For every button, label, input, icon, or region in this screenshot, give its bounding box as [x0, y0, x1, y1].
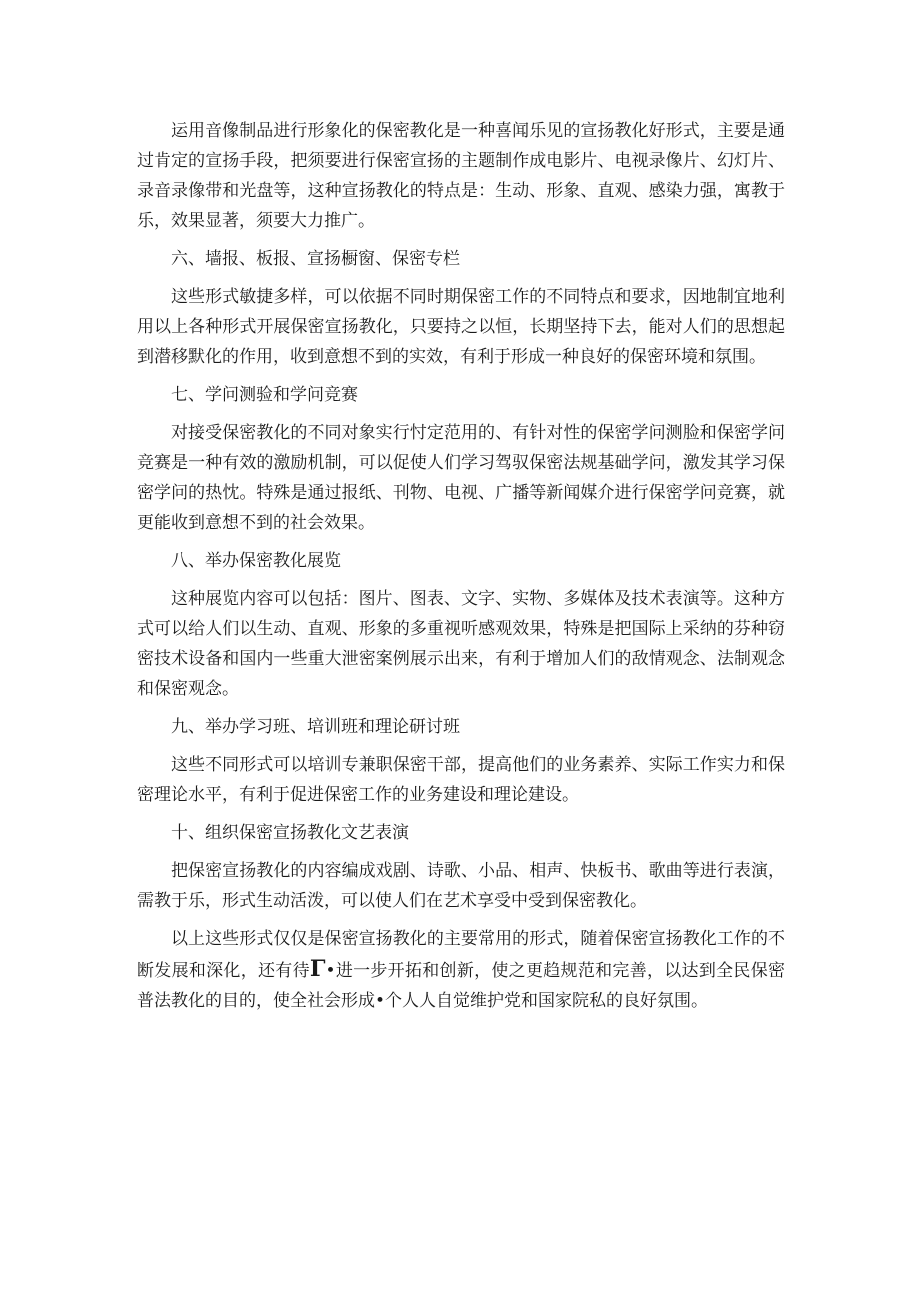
- para-10: 把保密宣扬教化的内容编成戏剧、诗歌、小品、相声、快板书、歌曲等进行表演，需教于乐，形式生动活泼，可以使人们在艺术享受中受到保密教化。: [137, 861, 785, 911]
- para-8: 这种展览内容可以包括：图片、图表、文字、实物、多媒体及技术表演等。这种方式可以给人们以生动、直观、形象的多重视听感观效果，特殊是把国际上采纳的芬种窃密技术设备和国内一些重大泄密案例展示出来，有利于增加人们的敌情观念、法制观念和保密观念。: [137, 589, 785, 699]
- closing-text-start: 以上这些形式仅仅是保密宣扬教化的主要常用的形式，随着保密宣扬教化工作的不断发展和深化，还有待: [137, 929, 785, 981]
- heading-6: 六、墙报、板报、宣扬橱窗、保密专栏: [171, 249, 460, 269]
- closing-glyph: Γ: [309, 956, 326, 982]
- para-6: 这些形式敏捷多样，可以依据不同时期保密工作的不同特点和要求，因地制宜地利用以上各种形式开展保密宣扬教化，只要持之以恒，长期坚持下去，能对人们的思想起到潜移默化的作用，收到意想不到的实效，有利于形成一种良好的保密环境和氛围。: [137, 287, 785, 367]
- document-page: [137, 116, 785, 1024]
- heading-7: 七、学问测验和学问竞赛: [171, 385, 358, 405]
- para-7: 对接受保密教化的不同对象实行忖定范用的、有针对性的保密学问测脸和保密学问竞赛是一种有效的激励机制，可以促使人们学习驾驭保密法规基础学问，激发其学习保密学问的热忱。特殊是通过报纸、刊物、电视、广播等新闻媒介进行保密学问竞赛，就更能收到意想不到的社会效果。: [137, 423, 785, 533]
- heading-9: 九、举办学习班、培训班和理论研讨班: [171, 717, 460, 737]
- para-av-education: 运用音像制品进行形象化的保密教化是一种喜闻乐见的宣扬教化好形式，主要是通过肯定的宣扬手段，把须要进行保密宣扬的主题制作成电影片、电视录像片、幻灯片、录音录像带和光盘等，这种宣扬教化的特点是：生动、形象、直观、感染力强，寓教于乐，效果显著，须要大力推广。: [137, 121, 785, 231]
- para-9: 这些不同形式可以培训专兼职保密干部，提高他们的业务素养、实际工作实力和保密理论水平，有利于促进保密工作的业务建设和理论建设。: [137, 755, 785, 805]
- closing-text-end: •进一步开拓和创新，使之更趋规范和完善，以达到全民保密普法教化的目的，使全社会形成•个人人自觉维护党和国家院私的良好氛围。: [137, 961, 785, 1011]
- heading-8: 八、举办保密教化展览: [171, 551, 341, 571]
- heading-10: 十、组织保密宣扬教化文艺表演: [171, 823, 409, 843]
- para-closing: [137, 924, 785, 1016]
